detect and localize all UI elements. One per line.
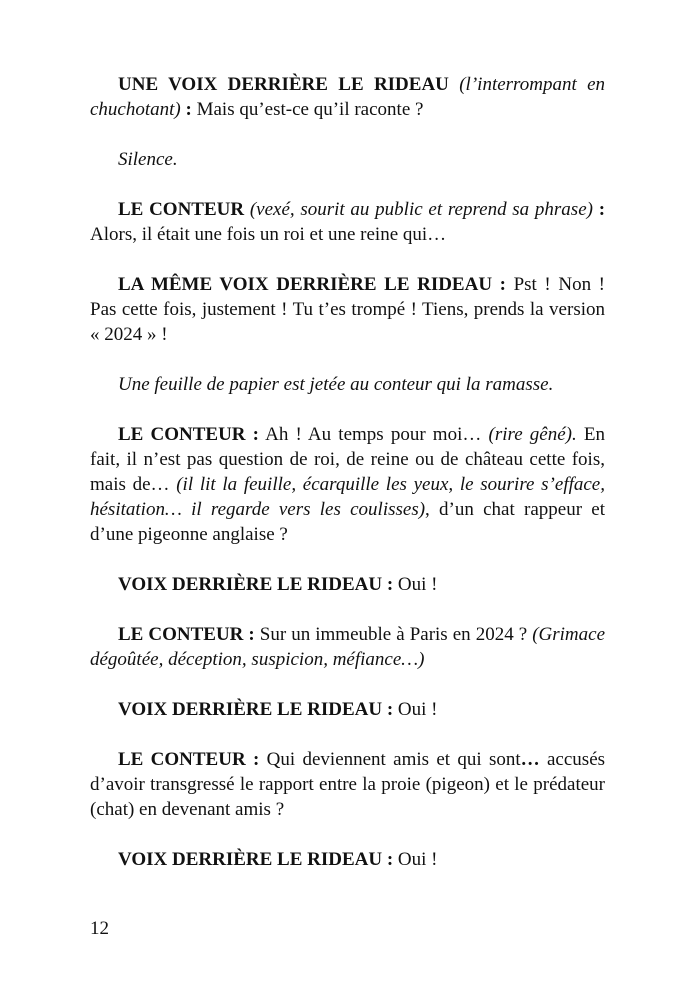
spoken-text: En fait, il n’est pas question de roi, de reine ou de château cette fois, mais de… <box>90 424 606 495</box>
spoken-text: Ah ! Au temps pour moi… <box>265 424 482 445</box>
dialogue-line <box>90 572 605 597</box>
spoken-text: Mais qu’est-ce qu’il raconte ? <box>196 99 424 120</box>
dialogue-line <box>90 272 605 347</box>
dialogue-line <box>90 697 605 722</box>
page-number: 12 <box>90 918 109 939</box>
spoken-text: , d’un chat rappeur et d’une pigeonne anglaise ? <box>90 499 605 545</box>
speaker-name: LE CONTEUR : <box>118 424 259 445</box>
speaker-name: LE CONTEUR <box>118 199 245 220</box>
speaker-name: VOIX DERRIÈRE LE RIDEAU : <box>118 574 394 595</box>
spoken-text: Pst ! Non ! Pas cette fois, justement ! Tu t’es trompé ! Tiens, prends la version « 2024 » ! <box>90 274 606 345</box>
dialogue-line <box>90 72 605 122</box>
speaker-name: UNE VOIX DERRIÈRE LE RIDEAU <box>118 74 449 95</box>
spoken-text: accusés d’avoir transgressé le rapport entre la proie (pigeon) et le prédateur (chat) en devenant amis ? <box>90 749 606 820</box>
stage-direction: (rire gêné). <box>488 424 577 445</box>
spoken-text: Oui ! <box>397 849 438 870</box>
script-page <box>90 72 605 897</box>
colon: : <box>185 99 192 120</box>
stage-direction: (Grimace dégoûtée, déception, suspicion, méfiance…) <box>90 624 605 670</box>
spoken-text: Oui ! <box>397 699 438 720</box>
speaker-name: VOIX DERRIÈRE LE RIDEAU : <box>118 699 394 720</box>
bold-ellipsis: … <box>520 749 540 770</box>
dialogue-line <box>90 197 605 247</box>
stage-direction-line: Une feuille de papier est jetée au conteur qui la ramasse. <box>118 374 554 395</box>
dialogue-line <box>90 422 605 547</box>
colon: : <box>598 199 606 220</box>
dialogue-line <box>90 622 605 672</box>
spoken-text: Oui ! <box>397 574 438 595</box>
spoken-text: Qui deviennent amis et qui sont <box>266 749 521 770</box>
spoken-text: Sur un immeuble à Paris en 2024 ? <box>259 624 528 645</box>
dialogue-line <box>90 847 605 872</box>
dialogue-line <box>90 747 605 822</box>
speaker-name: LA MÊME VOIX DERRIÈRE LE RIDEAU : <box>118 274 506 295</box>
speaker-name: LE CONTEUR : <box>118 624 255 645</box>
stage-direction: (l’interrompant en chuchotant) <box>90 74 605 120</box>
stage-direction: (il lit la feuille, écarquille les yeux, le sourire s’efface, hésitation… il regarde vers les coulisses) <box>90 474 605 520</box>
spoken-text: Alors, il était une fois un roi et une reine qui… <box>90 224 447 245</box>
stage-direction: (vexé, sourit au public et reprend sa phrase) <box>249 199 593 220</box>
stage-direction-line: Silence. <box>118 149 178 170</box>
speaker-name: VOIX DERRIÈRE LE RIDEAU : <box>118 849 394 870</box>
speaker-name: LE CONTEUR : <box>118 749 260 770</box>
